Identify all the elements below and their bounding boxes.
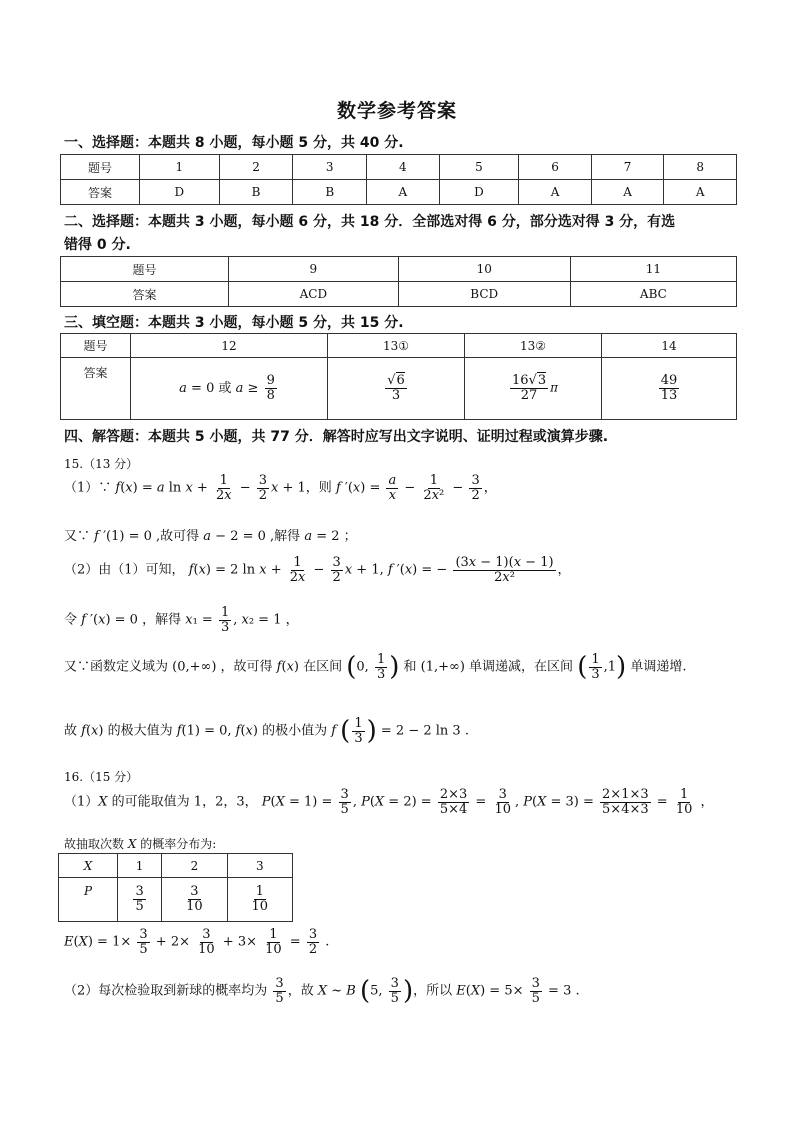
dist-prob-2: $\frac{3}{10}$ [162,878,227,922]
row-label-question: 题号 [61,257,229,282]
answer-cell: D [140,180,220,205]
question-number: 2 [219,155,293,180]
question-number: 13① [328,334,465,358]
dist-header-value: 2 [162,854,227,878]
q15-label: 15.（13 分） [64,457,139,471]
answer-cell: A [591,180,664,205]
question-number: 9 [229,257,399,282]
row-label-answer: 答案 [61,180,140,205]
q15-line-4: 令 f ′(x) = 0 ，解得 x₁ = $\frac{1}{3}$ , x₂ = 1 ， [64,605,299,635]
section-heading-solutions: 四、解答题：本题共 5 小题，共 77 分．解答时应写出文字说明、证明过程或演算步骤. [64,429,609,445]
distribution-table [58,853,293,922]
answer-cell: B [293,180,367,205]
question-number: 3 [293,155,367,180]
answer-cell-13a: $\frac{√6}{3}$ [328,358,465,420]
choice-answer-table [60,154,737,205]
q16-line-1: （1）X 的可能取值为 1，2，3， P(X = 1) = $\frac{3}{5}$ , P(X = 2) = $\frac{2\times 3}{5\times 4}$ = $\frac{3}{10}$ , P(X = 3) = $\frac{2\times 1\times 3}{5\times 4\times 3}$ = $\frac{1}{10}$ ， [64,787,714,817]
question-number: 6 [519,155,592,180]
question-number: 10 [398,257,570,282]
row-label-answer: 答案 [61,358,131,420]
multi-choice-answer-table [60,256,737,307]
question-number: 4 [367,155,440,180]
q15-line-6: 故 f(x) 的极大值为 f(1) = 0, f(x) 的极小值为 f ( $\frac{1}{3}$ ) = 2 − 2 ln 3 . [64,715,469,746]
answer-cell-12: a = 0 或 a ≥ $\frac{9}{8}$ [131,358,328,420]
question-number: 11 [570,257,736,282]
answer-cell-13b: $\frac{16√3}{27}$ π [465,358,602,420]
q15-line-2: 又∵ f ′(1) = 0 ,故可得 a − 2 = 0 ,解得 a = 2 ； [64,529,357,544]
dist-prob-3: $\frac{1}{10}$ [227,878,292,922]
section-heading-choice: 一、选择题：本题共 8 小题，每小题 5 分，共 40 分. [64,135,404,151]
q16-label: 16.（15 分） [64,770,139,784]
question-number: 5 [439,155,519,180]
answer-cell: ABC [570,282,736,307]
answer-cell: A [519,180,592,205]
question-number: 8 [664,155,737,180]
question-number: 1 [140,155,220,180]
answer-cell: ACD [229,282,399,307]
dist-prob-1: $\frac{3}{5}$ [118,878,162,922]
dist-row-label: P [83,884,93,898]
section-heading-fill-blank: 三、填空题：本题共 3 小题，每小题 5 分，共 15 分. [64,315,404,331]
row-label-question: 题号 [61,334,131,358]
q16-line-2: 故抽取次数 X 的概率分布为: [64,837,217,851]
page-title: 数学参考答案 [336,100,457,122]
q16-line-4: （2）每次检验取到新球的概率均为 $\frac{3}{5}$ ，故 X ~ B (5, $\frac{3}{5}$ )，所以 E(X) = 5× $\frac{3}{5}$ = 3 . [64,975,580,1006]
section-heading-multi-choice-cont: 错得 0 分. [64,237,131,253]
dist-header-value: 3 [227,854,292,878]
row-label-answer: 答案 [61,282,229,307]
row-label-question: 题号 [61,155,140,180]
answer-cell-14: $\frac{49}{13}$ [602,358,737,420]
section-heading-multi-choice: 二、选择题：本题共 3 小题，每小题 6 分，共 18 分．全部选对得 6 分，部分选对得 3 分，有选 [64,214,676,230]
question-number: 12 [131,334,328,358]
answer-cell: D [439,180,519,205]
question-number: 7 [591,155,664,180]
answer-cell: A [367,180,440,205]
fill-blank-answer-table [60,333,737,420]
answer-cell: BCD [398,282,570,307]
dist-header-value: 1 [118,854,162,878]
q15-line-3: （2）由（1）可知， f(x) = 2 ln x + $\frac{1}{2x}$ − $\frac{3}{2}$ x + 1, f ′(x) = − $\frac{(3x - 1)(x - 1)}{\text{2x²}}$ ， [64,555,571,585]
answer-cell: A [664,180,737,205]
q15-line-1: （1）∵ f(x) = a ln x + $\frac{1}{2x}$ − $\frac{3}{2}$ x + 1，则 f ′(x) = $\frac{a}{x}$ − $\frac{1}{\text{2x²}}$ − $\frac{3}{2}$ ， [64,473,497,503]
q15-line-5: 又∵函数定义域为 (0,+∞) ，故可得 f(x) 在区间 (0, $\frac{1}{3}$ ) 和 (1,+∞) 单调递减，在区间 ( $\frac{1}{3}$ ,1) 单调递增. [64,651,687,682]
question-number: 13② [465,334,602,358]
dist-header-x: X [83,858,93,873]
question-number: 14 [602,334,737,358]
q16-expectation: E(X) = 1× $\frac{3}{5}$ + 2× $\frac{3}{10}$ + 3× $\frac{1}{10}$ = $\frac{3}{2}$ . [64,927,330,957]
answer-cell: B [219,180,293,205]
